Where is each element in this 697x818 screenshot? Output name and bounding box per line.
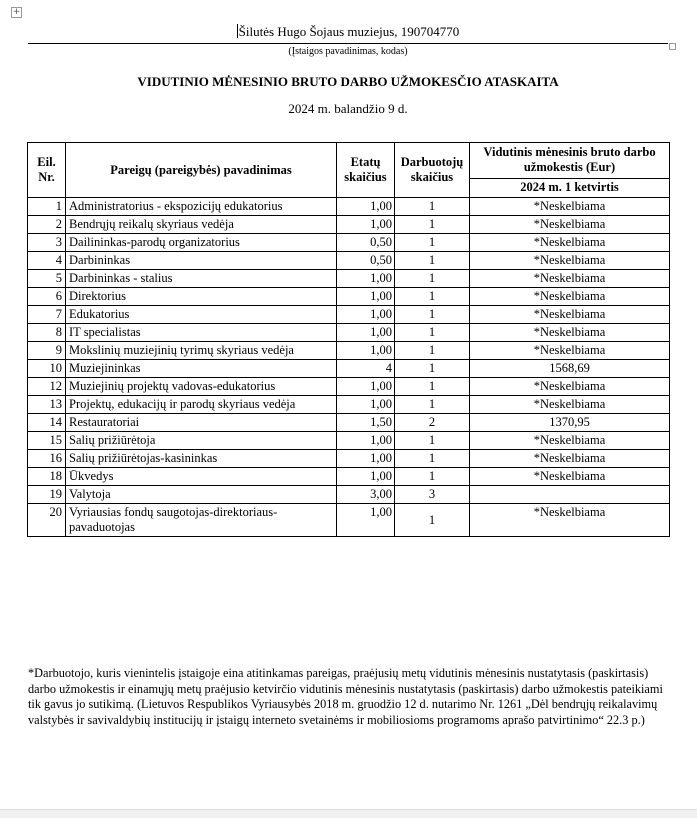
table-row [28,486,670,504]
cell-position[interactable]: Darbininkas - stalius [66,270,337,288]
table-row [28,306,670,324]
cell-pay[interactable]: *Neskelbiama [470,504,670,537]
cell-darbuotoju[interactable]: 1 [395,234,470,252]
table-row [28,432,670,450]
cell-pay[interactable]: *Neskelbiama [470,432,670,450]
cell-etatu[interactable]: 1,00 [337,450,395,468]
cell-position[interactable]: Muziejininkas [66,360,337,378]
document-title: VIDUTINIO MĖNESINIO BRUTO DARBO UŽMOKESČIO ATASKAITA [137,74,559,89]
cell-pay[interactable]: *Neskelbiama [470,378,670,396]
cell-darbuotoju[interactable]: 1 [395,432,470,450]
cell-position[interactable]: Ūkvedys [66,468,337,486]
cell-etatu[interactable]: 3,00 [337,486,395,504]
cell-darbuotoju[interactable]: 1 [395,342,470,360]
cell-etatu[interactable]: 0,50 [337,234,395,252]
cell-nr[interactable]: 6 [28,288,66,306]
cell-etatu[interactable]: 1,00 [337,342,395,360]
cell-etatu[interactable]: 4 [337,360,395,378]
header-darbuotoju [395,143,470,198]
cell-nr[interactable]: 7 [28,306,66,324]
cell-pay[interactable]: 1568,69 [470,360,670,378]
cell-pay[interactable]: *Neskelbiama [470,198,670,216]
header-darb-line2: skaičius [410,170,454,184]
cell-pay[interactable]: 1370,95 [470,414,670,432]
cell-position[interactable]: Restauratoriai [66,414,337,432]
cell-nr[interactable]: 1 [28,198,66,216]
cell-nr[interactable]: 5 [28,270,66,288]
header-darb-line1: Darbuotojų [400,155,464,169]
cell-darbuotoju[interactable]: 1 [395,378,470,396]
cell-pay[interactable]: *Neskelbiama [470,342,670,360]
cell-position[interactable]: Muziejinių projektų vadovas-edukatorius [66,378,337,396]
header-row-1 [28,143,670,179]
organization-name: Šilutės Hugo Šojaus muziejus, 190704770 [238,24,460,39]
table-row [28,324,670,342]
cell-nr[interactable]: 13 [28,396,66,414]
table-resize-handle-icon[interactable] [669,43,676,50]
cell-etatu[interactable]: 1,00 [337,288,395,306]
table-row [28,234,670,252]
table-row [28,252,670,270]
organization-line[interactable] [28,24,668,40]
cell-nr[interactable]: 10 [28,360,66,378]
cell-pay[interactable]: *Neskelbiama [470,234,670,252]
cell-darbuotoju[interactable]: 1 [395,216,470,234]
table-row [28,216,670,234]
cell-darbuotoju[interactable]: 1 [395,396,470,414]
cell-position[interactable]: Vyriausias fondų saugotojas-direktoriaus-pavaduotojas [66,504,337,537]
cell-darbuotoju[interactable]: 3 [395,486,470,504]
cell-position[interactable]: Direktorius [66,288,337,306]
table-row [28,414,670,432]
header-nr [28,143,66,198]
cell-darbuotoju[interactable]: 1 [395,504,470,537]
cell-pay[interactable]: *Neskelbiama [470,270,670,288]
cell-pay[interactable]: *Neskelbiama [470,306,670,324]
salary-report-table[interactable] [27,142,670,537]
cell-position[interactable]: Mokslinių muziejinių tyrimų skyriaus vedėja [66,342,337,360]
cell-position[interactable]: Salių prižiūrėtojas-kasininkas [66,450,337,468]
cell-etatu[interactable]: 1,00 [337,396,395,414]
cell-position[interactable]: Administratorius - ekspozicijų edukatorius [66,198,337,216]
cell-pay[interactable]: *Neskelbiama [470,396,670,414]
cell-darbuotoju[interactable]: 1 [395,324,470,342]
cell-etatu[interactable]: 1,00 [337,432,395,450]
cell-darbuotoju[interactable]: 1 [395,288,470,306]
table-row [28,378,670,396]
cell-position[interactable]: Darbininkas [66,252,337,270]
header-pay: Vidutinis mėnesinis bruto darbo užmokestis (Eur) [470,143,670,179]
cell-etatu[interactable]: 1,00 [337,306,395,324]
cell-nr[interactable]: 2 [28,216,66,234]
cell-darbuotoju[interactable]: 1 [395,252,470,270]
cell-pay[interactable]: *Neskelbiama [470,324,670,342]
cell-position[interactable]: Valytoja [66,486,337,504]
cell-nr[interactable]: 12 [28,378,66,396]
header-etatu-line2: skaičius [344,170,387,184]
header-nr-line1: Eil. [37,155,56,169]
cell-position[interactable]: Projektų, edukacijų ir parodų skyriaus vedėja [66,396,337,414]
cell-darbuotoju[interactable]: 1 [395,270,470,288]
cell-nr[interactable]: 20 [28,504,66,537]
cell-nr[interactable]: 19 [28,486,66,504]
header-etatu-line1: Etatų [350,155,381,169]
table-row [28,450,670,468]
cell-pay[interactable]: *Neskelbiama [470,468,670,486]
table-row [28,288,670,306]
cell-position[interactable]: Bendrųjų reikalų skyriaus vedėja [66,216,337,234]
cell-etatu[interactable]: 1,00 [337,468,395,486]
text-cursor [237,24,238,38]
cell-etatu[interactable]: 1,00 [337,198,395,216]
document-date: 2024 m. balandžio 9 d. [288,101,408,116]
cell-position[interactable]: Salių prižiūrėtoja [66,432,337,450]
cell-darbuotoju[interactable]: 1 [395,450,470,468]
footnote: *Darbuotojo, kuris vienintelis įstaigoje eina atitinkamas pareigas, praėjusių metų vidutinis mėnesinis nustatytasis (paskirtasis) darbo užmokestis ir einamųjų metų praėjusio ketvirčio vidutinis mėnesinis nustatytasis (paskirtasis) darbo užmokestis pateikiami tik gavus jo sutikimą. (Lietuvos Respublikos Vyriausybės 2018 m. gruodžio 12 d. nutarimo Nr. 1261 „Dėl bendrųjų reikalavimų valstybės ir savivaldybių institucijų ir įstaigų interneto svetainėms ir mobiliosioms programoms aprašo patvirtinimo“ 22.3 p.) [28,666,663,727]
cell-darbuotoju[interactable]: 1 [395,306,470,324]
cell-pay[interactable]: *Neskelbiama [470,288,670,306]
organization-caption: (Įstaigos pavadinimas, kodas) [288,46,408,57]
cell-position[interactable]: IT specialistas [66,324,337,342]
signature-rule [28,43,668,44]
header-etatu [337,143,395,198]
table-row [28,342,670,360]
table-row [28,270,670,288]
cell-darbuotoju[interactable]: 1 [395,360,470,378]
cell-darbuotoju[interactable]: 1 [395,198,470,216]
cell-nr[interactable]: 4 [28,252,66,270]
cell-etatu[interactable]: 1,00 [337,270,395,288]
header-pay-period: 2024 m. 1 ketvirtis [470,178,670,197]
table-row [28,504,670,537]
cell-nr[interactable]: 9 [28,342,66,360]
cell-darbuotoju[interactable]: 2 [395,414,470,432]
cell-nr[interactable]: 15 [28,432,66,450]
cell-nr[interactable]: 14 [28,414,66,432]
cell-etatu[interactable]: 1,00 [337,216,395,234]
cell-nr[interactable]: 3 [28,234,66,252]
cell-pay[interactable]: *Neskelbiama [470,252,670,270]
table-row [28,468,670,486]
cell-etatu[interactable]: 1,50 [337,414,395,432]
table-row [28,198,670,216]
cell-darbuotoju[interactable]: 1 [395,468,470,486]
table-row [28,396,670,414]
table-body [28,198,670,537]
cell-etatu[interactable]: 1,00 [337,324,395,342]
cell-etatu[interactable]: 1,00 [337,378,395,396]
cell-pay[interactable] [470,486,670,504]
cell-nr[interactable]: 8 [28,324,66,342]
cell-etatu[interactable]: 0,50 [337,252,395,270]
cell-nr[interactable]: 18 [28,468,66,486]
cell-nr[interactable]: 16 [28,450,66,468]
cell-pay[interactable]: *Neskelbiama [470,450,670,468]
cell-etatu[interactable]: 1,00 [337,504,395,537]
cell-position[interactable]: Edukatorius [66,306,337,324]
cell-position[interactable]: Dailininkas-parodų organizatorius [66,234,337,252]
header-position: Pareigų (pareigybės) pavadinimas [66,143,337,198]
table-move-handle-icon[interactable]: + [12,7,21,17]
cell-pay[interactable]: *Neskelbiama [470,216,670,234]
table-row [28,360,670,378]
header-nr-line2: Nr. [38,170,55,184]
